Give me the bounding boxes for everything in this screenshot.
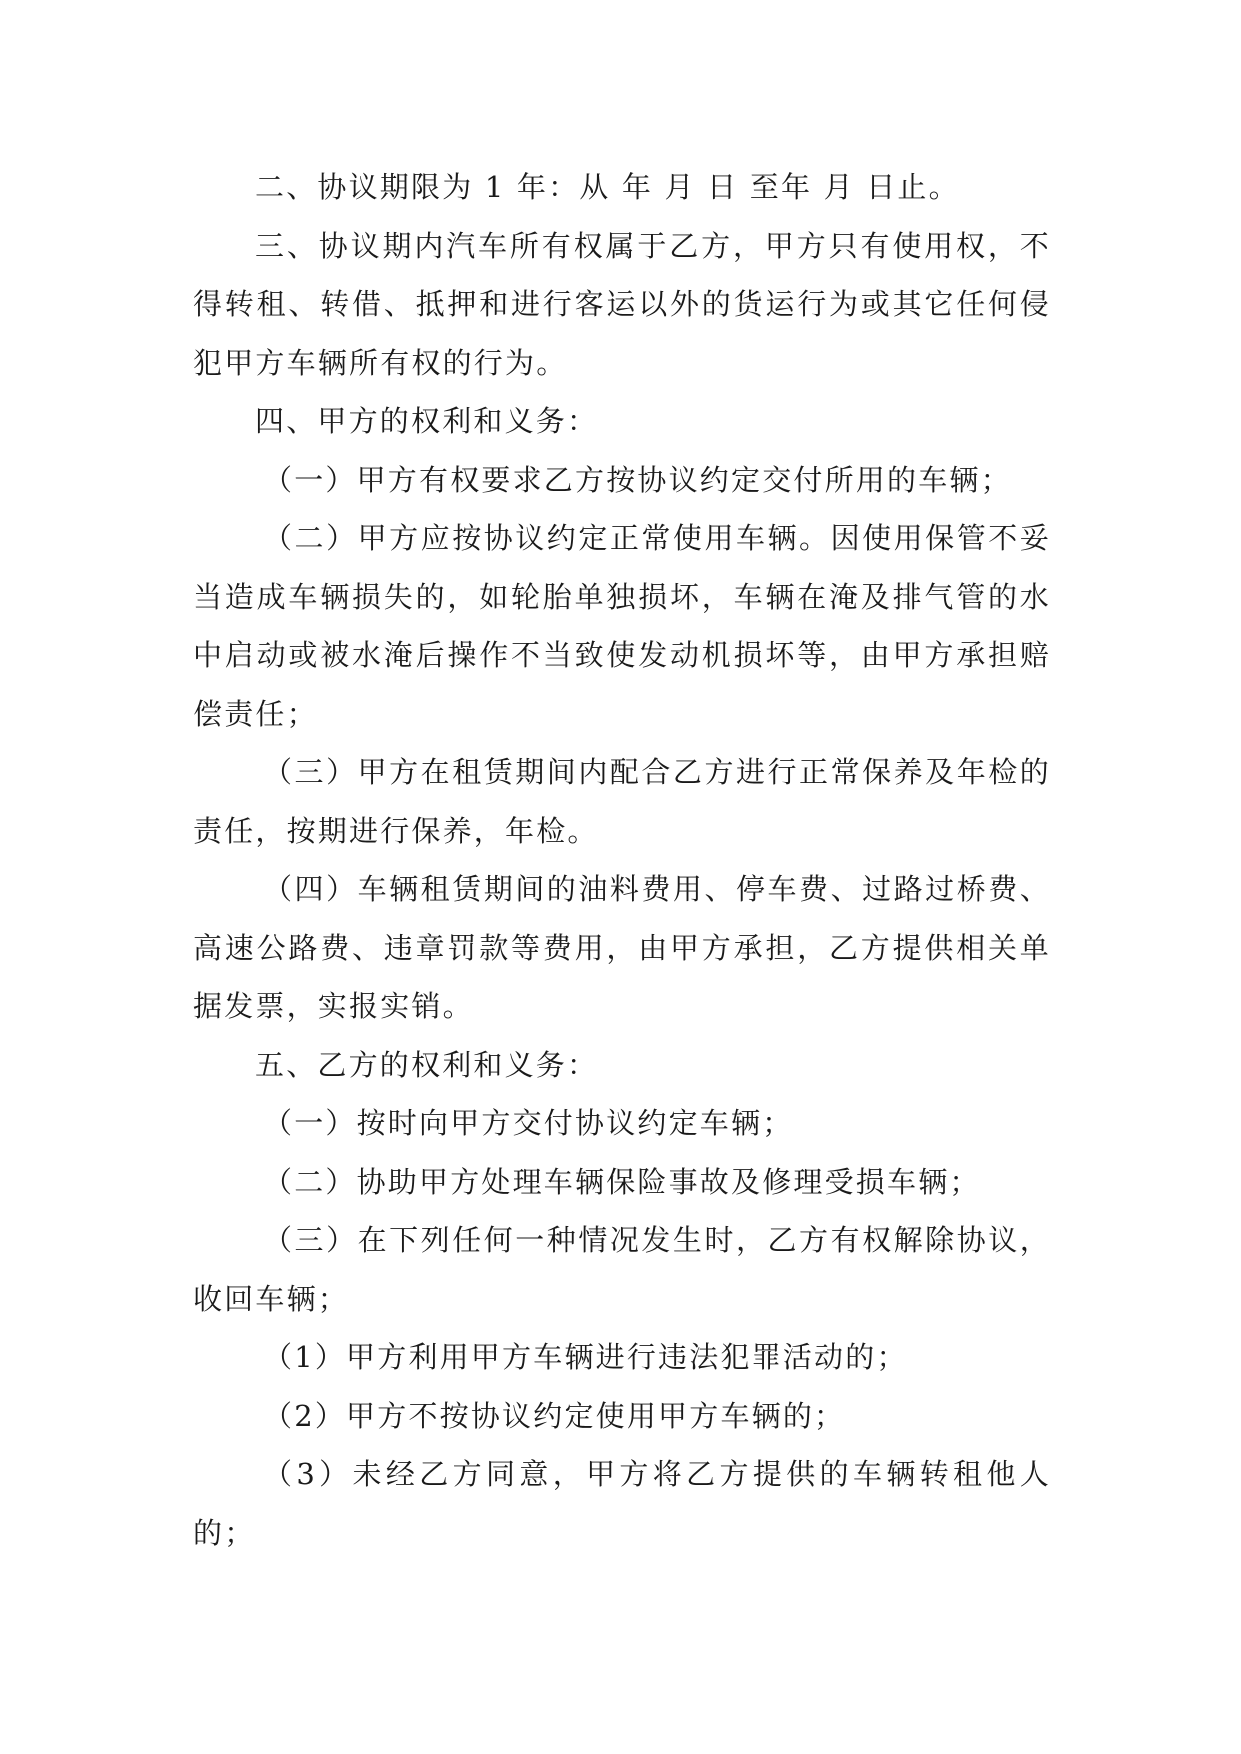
clause-4-item-1: （一）甲方有权要求乙方按协议约定交付所用的车辆；: [263, 462, 1012, 497]
clause-2-term: 二、协议期限为 1 年：从 年 月 日 至年 月 日止。: [255, 170, 960, 204]
clause-5-heading: 五、乙方的权利和义务：: [255, 1047, 599, 1082]
document-body: [193, 158, 1051, 1562]
clause-5-item-3: （三）在下列任何一种情况发生时，乙方有权解除协议，收回车辆；: [193, 1223, 1051, 1316]
clause-3-ownership: 三、协议期内汽车所有权属于乙方，甲方只有使用权，不得转租、转借、抵押和进行客运以外的货运行为或其它任何侵犯甲方车辆所有权的行为。: [193, 228, 1051, 380]
clause-4-heading: 四、甲方的权利和义务：: [255, 404, 599, 438]
clause-4-item-3: （三）甲方在租赁期间内配合乙方进行正常保养及年检的责任，按期进行保养，年检。: [193, 755, 1051, 848]
clause-4-item-4: （四）车辆租赁期间的油料费用、停车费、过路过桥费、高速公路费、违章罚款等费用，由甲方承担，乙方提供相关单据发票，实报实销。: [193, 872, 1051, 1023]
clause-5-sub-item-3: （3）未经乙方同意，甲方将乙方提供的车辆转租他人的；: [193, 1457, 1051, 1550]
clause-5-item-2: （二）协助甲方处理车辆保险事故及修理受损车辆；: [263, 1164, 981, 1199]
clause-5-sub-item-1: （1）甲方利用甲方车辆进行违法犯罪活动的；: [263, 1340, 908, 1374]
clause-5-sub-item-2: （2）甲方不按协议约定使用甲方车辆的；: [263, 1398, 846, 1433]
clause-4-item-2: （二）甲方应按协议约定正常使用车辆。因使用保管不妥当造成车辆损失的，如轮胎单独损坏，车辆在淹及排气管的水中启动或被水淹后操作不当致使发动机损坏等，由甲方承担赔偿责任；: [193, 521, 1051, 731]
clause-5-item-1: （一）按时向甲方交付协议约定车辆；: [263, 1106, 794, 1140]
